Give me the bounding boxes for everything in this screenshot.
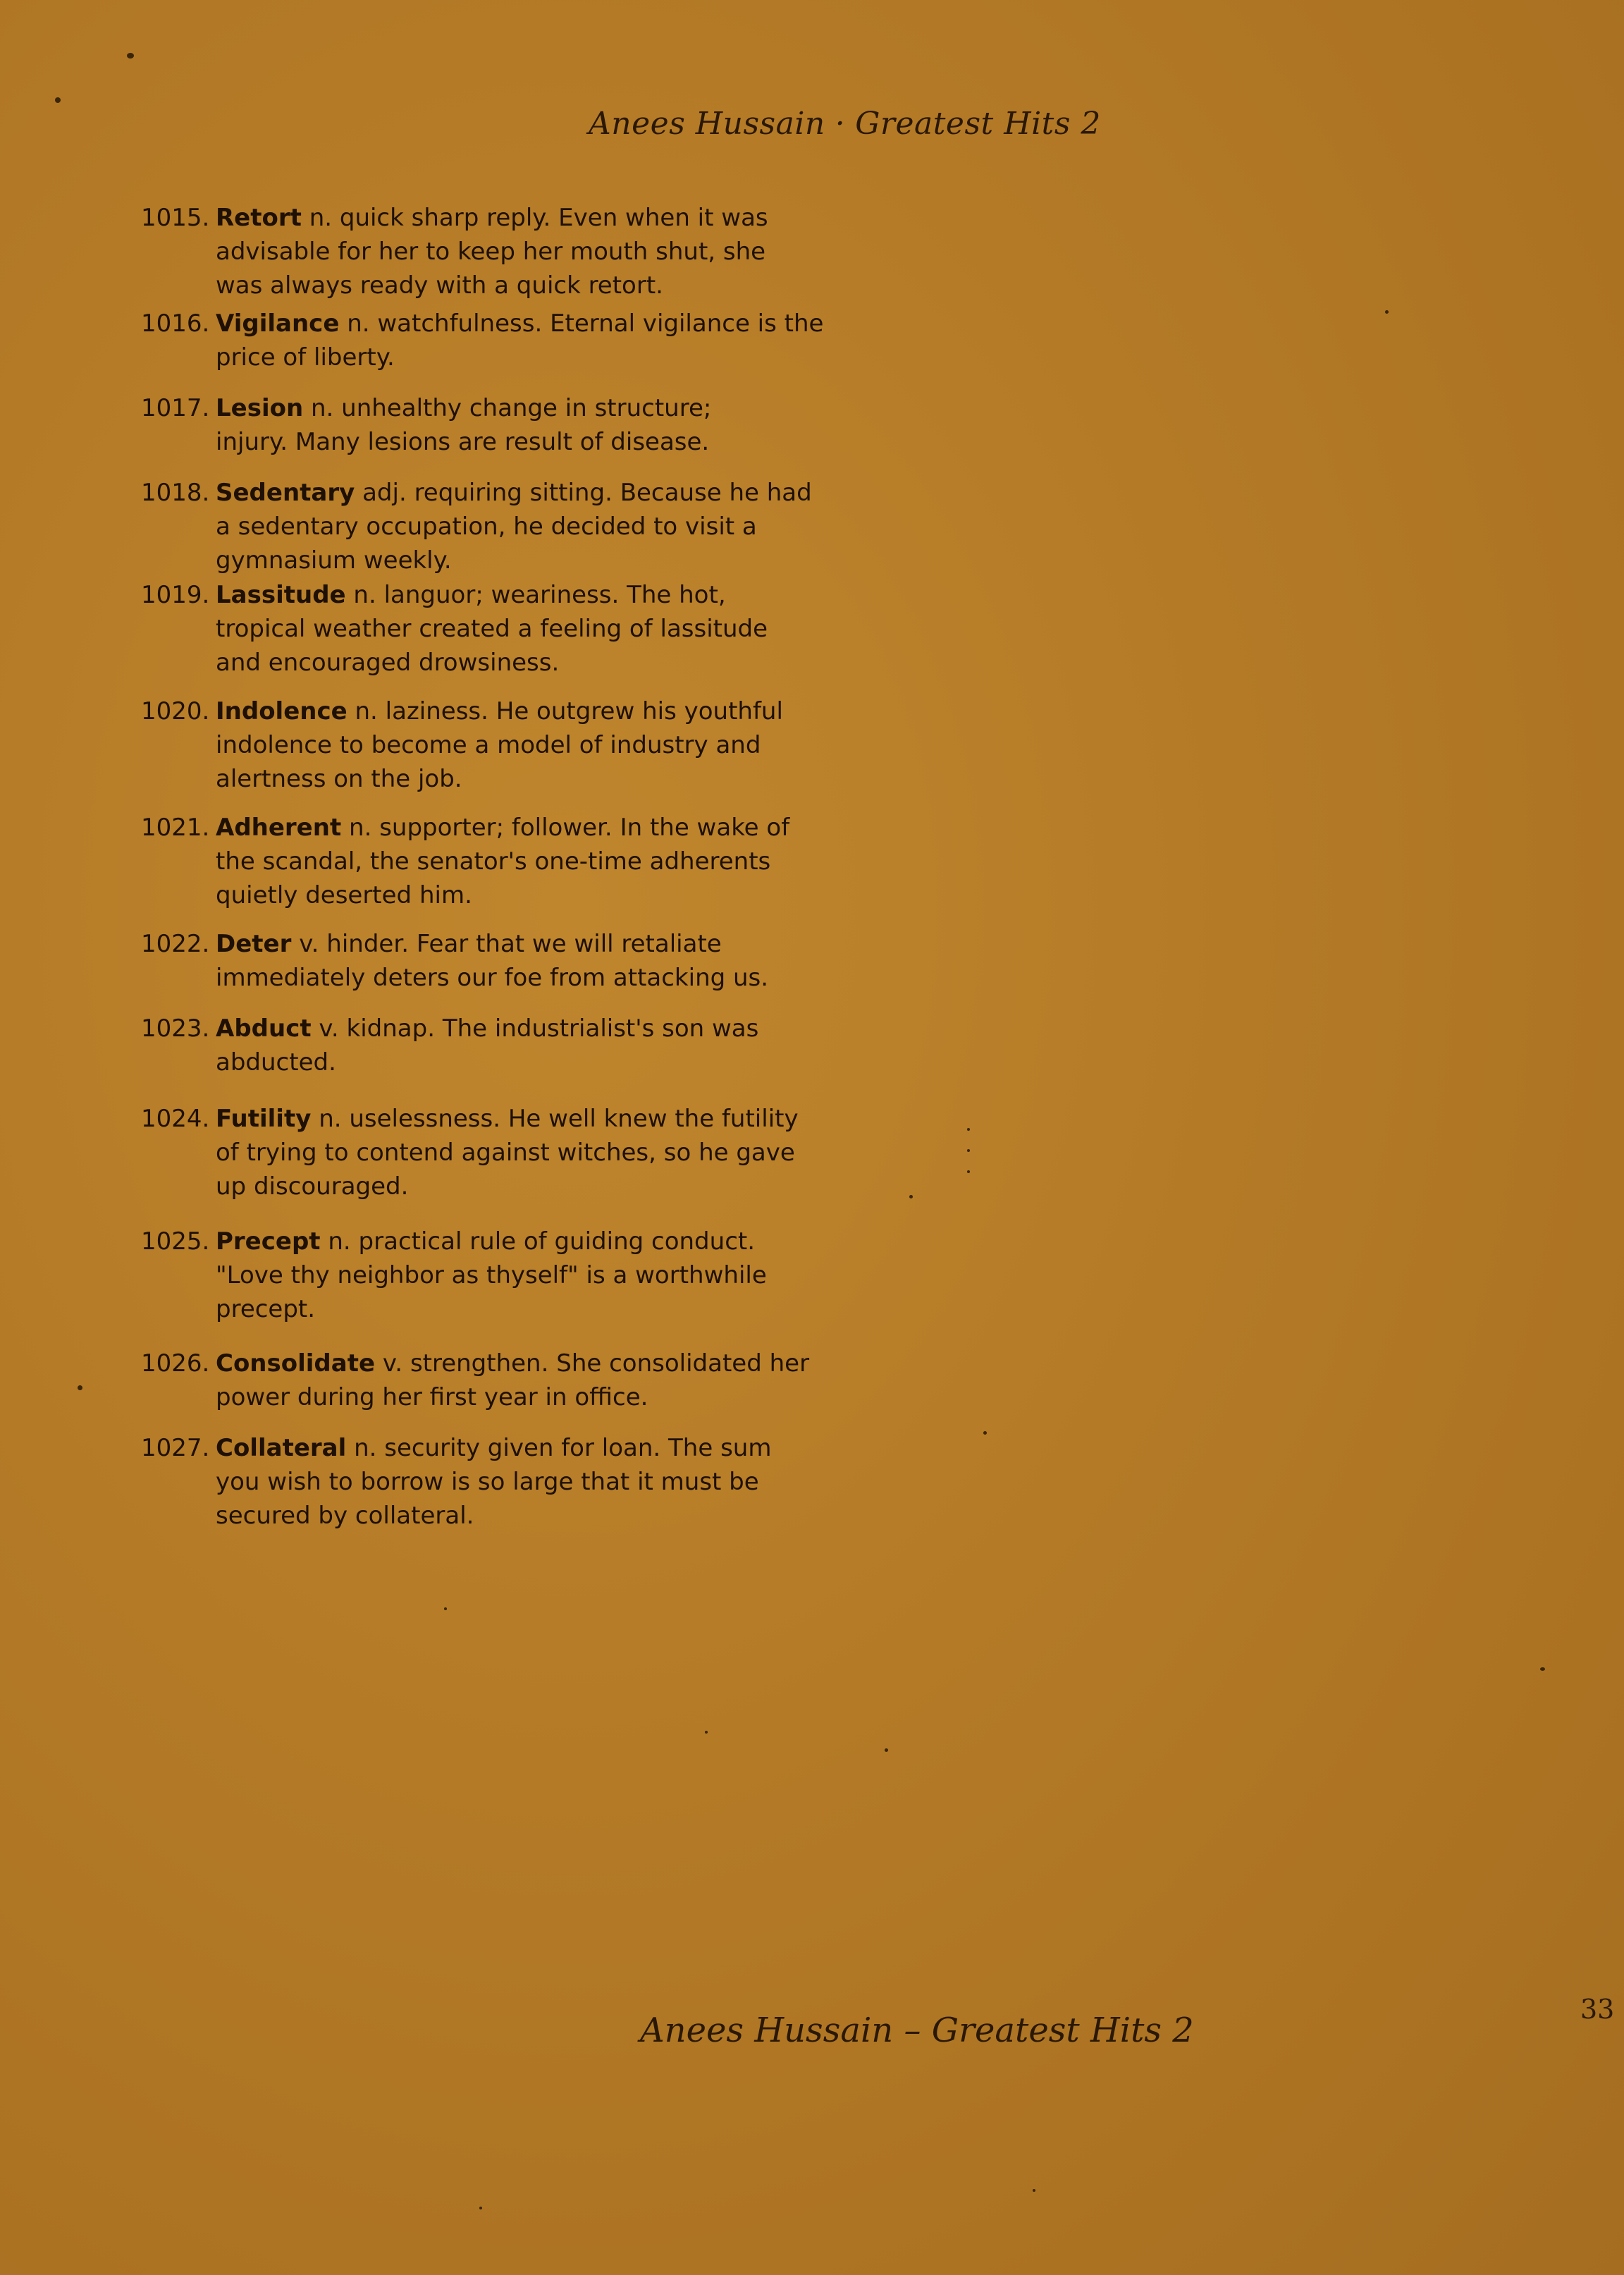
entry-example: The hot, tropical weather created a feeling of lassitude and encouraged drowsiness. xyxy=(216,581,768,677)
entry-number: 1026. xyxy=(141,1349,210,1378)
page-header xyxy=(589,106,1101,142)
entry-term: Lassitude xyxy=(216,581,346,609)
entry-pos: n. xyxy=(355,697,378,725)
paper-speck xyxy=(967,1128,970,1131)
entry-example: The industrialist's son was abducted. xyxy=(216,1014,759,1077)
entry-term: Indolence xyxy=(216,697,347,725)
entry-example: He outgrew his youthful indolence to become a model of industry and alertness on the job. xyxy=(216,697,783,793)
entry-example: Eternal vigilance is the price of liberty. xyxy=(216,309,824,372)
entry-pos: n. xyxy=(353,581,376,609)
paper-speck xyxy=(967,1149,970,1152)
entry-pos: n. xyxy=(354,1434,377,1462)
paper-speck xyxy=(479,2207,482,2209)
paper-speck xyxy=(967,1170,970,1173)
vocab-entry-1015 xyxy=(141,201,789,302)
entry-number: 1016. xyxy=(141,309,210,338)
paper-speck xyxy=(444,1607,447,1610)
entry-definition: supporter; follower. xyxy=(379,814,613,842)
entry-pos: n. xyxy=(319,1105,342,1133)
header-author: Anees Hussain xyxy=(589,106,825,142)
entry-pos: adj. xyxy=(362,479,407,507)
entry-definition: requiring sitting. xyxy=(414,479,613,507)
entry-definition: practical rule of guiding conduct. xyxy=(358,1227,756,1256)
entry-term: Deter xyxy=(216,930,292,958)
entry-example: Many lesions are result of disease. xyxy=(295,428,710,456)
entry-number: 1022. xyxy=(141,930,210,958)
paper-speck xyxy=(983,1431,987,1435)
entry-term: Precept xyxy=(216,1227,321,1256)
vocab-entry-1017 xyxy=(141,391,747,459)
paper-speck xyxy=(1385,310,1389,314)
entry-example: She consolidated her power during her first year in office. xyxy=(216,1349,810,1411)
vocab-entry-1025 xyxy=(141,1225,818,1326)
paper-speck xyxy=(78,1385,82,1390)
paper-speck xyxy=(55,97,61,103)
vocab-entry-1026 xyxy=(141,1347,818,1414)
entry-example: Even when it was advisable for her to keep her mouth shut, she was always ready with a quick retort. xyxy=(216,204,768,300)
vocab-entry-1023 xyxy=(141,1012,818,1079)
entry-example: He well knew the futility of trying to contend against witches, so he gave up discouraged. xyxy=(216,1105,799,1201)
vocab-entry-1018 xyxy=(141,476,818,577)
vocab-entry-1027 xyxy=(141,1431,818,1533)
vocab-entry-1016 xyxy=(141,307,846,374)
entry-number: 1025. xyxy=(141,1227,210,1256)
entry-example: Fear that we will retaliate immediately deters our foe from attacking us. xyxy=(216,930,769,992)
entry-definition: security given for loan. xyxy=(384,1434,661,1462)
entry-pos: n. xyxy=(309,204,333,232)
entry-number: 1018. xyxy=(141,479,210,507)
entry-term: Retort xyxy=(216,204,302,232)
entry-number: 1021. xyxy=(141,814,210,842)
entry-pos: n. xyxy=(311,394,334,422)
page-number: 33 xyxy=(1580,1994,1615,2025)
entry-number: 1019. xyxy=(141,581,210,609)
entry-number: 1024. xyxy=(141,1105,210,1133)
entry-number: 1027. xyxy=(141,1434,210,1462)
paper-speck xyxy=(127,53,134,59)
entry-number: 1015. xyxy=(141,204,210,232)
paper-speck xyxy=(1033,2189,1035,2192)
vocab-entry-1024 xyxy=(141,1102,818,1203)
entry-pos: v. xyxy=(319,1014,339,1043)
entry-example: "Love thy neighbor as thyself" is a worthwhile precept. xyxy=(216,1261,767,1323)
entry-definition: unhealthy change in structure; injury. xyxy=(216,394,712,456)
entry-definition: laziness. xyxy=(385,697,488,725)
entry-definition: uselessness. xyxy=(349,1105,501,1133)
entry-term: Futility xyxy=(216,1105,312,1133)
entry-pos: n. xyxy=(349,814,372,842)
entry-number: 1017. xyxy=(141,394,210,422)
entry-definition: hinder. xyxy=(326,930,410,958)
page-footer: Anees Hussain – Greatest Hits 2 xyxy=(640,2011,1194,2050)
paper-speck xyxy=(909,1195,913,1198)
entry-pos: v. xyxy=(299,930,319,958)
entry-term: Lesion xyxy=(216,394,304,422)
entry-definition: quick sharp reply. xyxy=(339,204,551,232)
entry-term: Sedentary xyxy=(216,479,355,507)
entry-number: 1020. xyxy=(141,697,210,725)
entry-definition: watchfulness. xyxy=(377,309,543,338)
entry-definition: languor; weariness. xyxy=(383,581,620,609)
entry-pos: n. xyxy=(328,1227,351,1256)
paper-speck xyxy=(885,1748,888,1752)
entry-example: In the wake of the scandal, the senator's one-time adherents quietly deserted him. xyxy=(216,814,790,909)
vocab-entry-1022 xyxy=(141,927,832,995)
vocab-entry-1021 xyxy=(141,811,818,912)
entry-term: Abduct xyxy=(216,1014,312,1043)
vocab-entry-1019 xyxy=(141,578,775,680)
entry-term: Consolidate xyxy=(216,1349,376,1378)
entry-term: Adherent xyxy=(216,814,342,842)
entry-pos: n. xyxy=(347,309,370,338)
entry-example: The sum you wish to borrow is so large that it must be secured by collateral. xyxy=(216,1434,772,1530)
header-title: Greatest Hits 2 xyxy=(855,106,1101,142)
entry-term: Collateral xyxy=(216,1434,347,1462)
entry-number: 1023. xyxy=(141,1014,210,1043)
header-separator: · xyxy=(835,106,846,142)
entry-definition: strengthen. xyxy=(410,1349,549,1378)
entry-term: Vigilance xyxy=(216,309,340,338)
paper-speck xyxy=(705,1731,708,1734)
entry-definition: kidnap. xyxy=(346,1014,436,1043)
paper-speck xyxy=(1540,1667,1545,1671)
vocab-entry-1020 xyxy=(141,694,818,796)
entry-pos: v. xyxy=(382,1349,403,1378)
entry-example: Because he had a sedentary occupation, he decided to visit a gymnasium weekly. xyxy=(216,479,812,575)
